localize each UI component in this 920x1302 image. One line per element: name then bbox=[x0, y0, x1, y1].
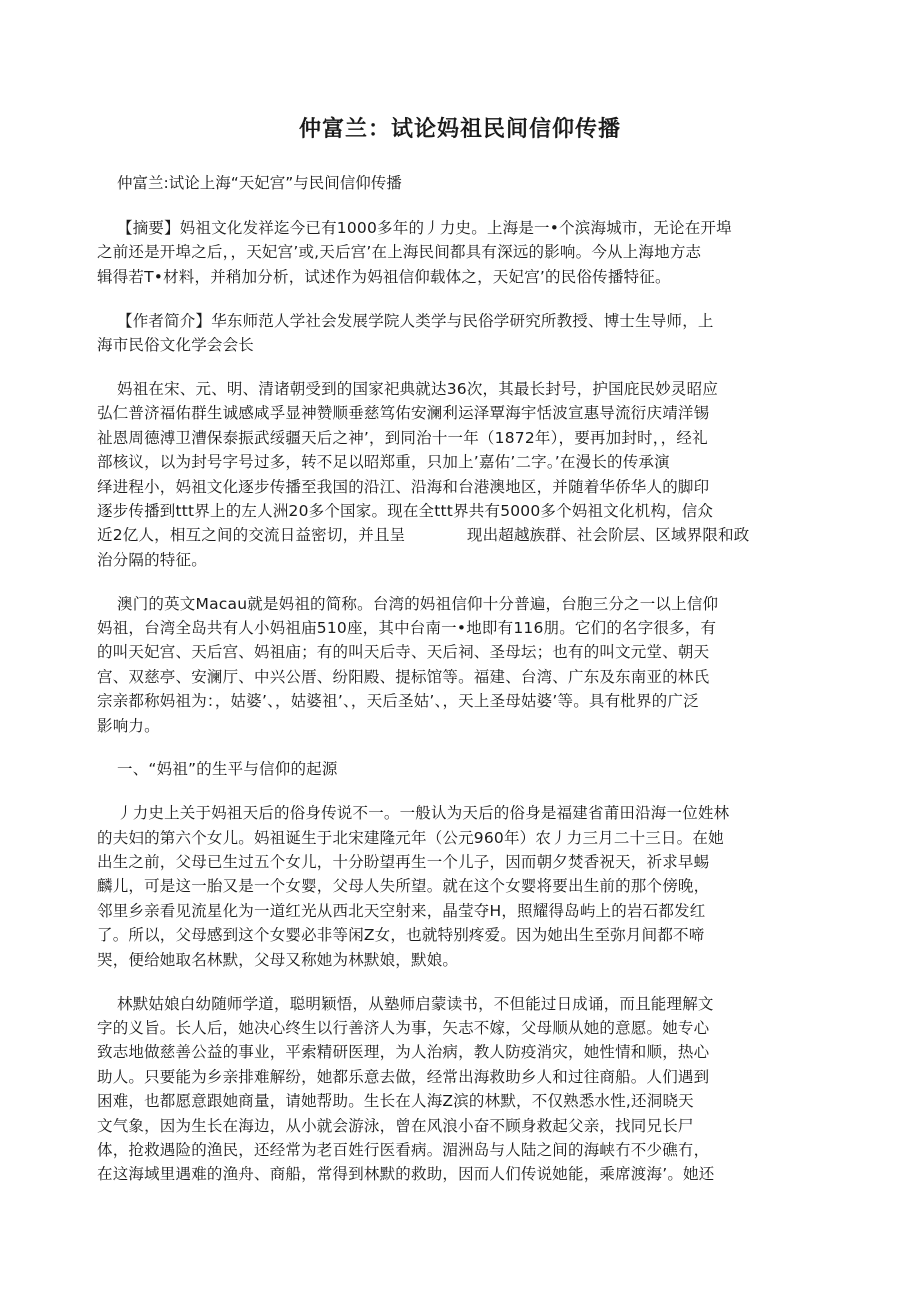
document-title: 仲富兰：试论妈祖民间信仰传播 bbox=[298, 117, 621, 142]
text-line: 一、“妈祖”的生平与信仰的起源 bbox=[117, 760, 338, 779]
text-line: 麟儿，可是这一胎又是一个女婴，父母人失所望。就在这个女婴将要出生前的那个傍晚， bbox=[97, 877, 710, 896]
text-line: 澳门的英文Macau就是妈祖的简称。台湾的妈祖信仰十分普遍，台胞三分之一以上信仰 bbox=[117, 594, 719, 613]
author-paragraph bbox=[97, 309, 837, 358]
text-line: 弘仁普济福佑群生诚感咸孚显神赞顺垂慈笃佑安澜利运泽覃海宇恬波宣惠导流衍庆靖洋锡 bbox=[97, 404, 710, 423]
document-subtitle: 仲富兰:试论上海“天妃宫”与民间信仰传播 bbox=[117, 174, 402, 192]
text-line: 【作者简介】华东师范人学社会发展学院人类学与民俗学研究所教授、博士生导师，上 bbox=[117, 311, 714, 330]
text-line: 宫、双慈亭、安澜厅、中兴公厝、纷阳殿、提标馆等。福建、台湾、广东及东南亚的林氏 bbox=[97, 667, 710, 686]
text-line: 部核议，以为封号字号过多，转不足以昭郑重，只加上’嘉佑’二字。’在漫长的传承演 bbox=[97, 453, 670, 472]
body-paragraph bbox=[97, 992, 837, 1187]
text-line: 之前还是开埠之后，，天妃宫’或,天后宫’在上海民间都具有深远的影响。今从上海地方志 bbox=[97, 243, 702, 262]
text-line: 祉恩周德溥卫漕保泰振武绥疆天后之神’，到同治十一年（1872年），要再加封时，，经礼 bbox=[97, 428, 708, 447]
text-line: 丿力史上关于妈祖天后的俗身传说不一。一般认为天后的俗身是福建省莆田沿海一位姓林 bbox=[117, 804, 730, 823]
text-line: 的叫天妃宫、天后宫、妈祖庙；有的叫天后寺、天后祠、圣母坛；也有的叫文元堂、朝天 bbox=[97, 643, 710, 662]
text-line: 出生之前，父母已生过五个女儿，十分盼望再生一个儿子，因而朝夕焚香祝天，祈求早蜴 bbox=[97, 853, 710, 872]
text-line: 妈祖在宋、元、明、清诸朝受到的国家祀典就达36次，其最长封号，护国庇民妙灵昭应 bbox=[117, 379, 719, 398]
text-line: 字的义旨。长人后，她决心终生以行善济人为事，矢志不嫁，父母顺从她的意愿。她专心 bbox=[97, 1018, 710, 1037]
body-paragraph bbox=[97, 801, 837, 972]
body-paragraph bbox=[97, 592, 837, 738]
abstract-paragraph bbox=[97, 216, 837, 289]
text-line: 【摘要】妈祖文化发祥迄今已有1000多年的丿力史。上海是一•个滨海城市，无论在开埠 bbox=[117, 219, 732, 237]
text-line: 逐步传播到ttt界上的左人洲20多个国家。现在全ttt界共有5000多个妈祖文化机构，信众 bbox=[97, 501, 714, 520]
text-line: 文气象，因为生长在海边，从小就会游泳，曾在风浪小奋不顾身救起父亲，找同兄长尸 bbox=[97, 1116, 694, 1135]
text-line: 助人。只要能为乡亲排难解纷，她都乐意去做，经常出海救助乡人和过往商船。人们遇到 bbox=[97, 1067, 710, 1086]
text-line: 绎进程小，妈祖文化逐步传播至我国的沿江、沿海和台港澳地区，并随着华侨华人的脚印 bbox=[97, 477, 710, 496]
text-line: 治分隔的特征。 bbox=[97, 550, 207, 569]
text-line: 海市民俗文化学会会长 bbox=[97, 336, 255, 355]
text-line: 邻里乡亲看见流星化为一道红光从西北天空射来，晶莹夺H，照耀得岛屿上的岩石都发红 bbox=[97, 901, 706, 920]
text-line: 近2亿人，相互之间的交流日益密切，并且呈 现出超越族群、社会阶层、区域界限和政 bbox=[97, 526, 750, 545]
text-line: 了。所以，父母感到这个女婴必非等闲Z女，也就特别疼爱。因为她出生至弥月间都不啼 bbox=[97, 926, 705, 945]
text-line: 的夫妇的第六个女儿。妈祖诞生于北宋建隆元年（公元960年）农丿力三月二十三日。在她 bbox=[97, 828, 724, 847]
text-line: 辑得若T•材料，并稍加分析，试述作为妈祖信仰载体之，天妃宫’的民俗传播特征。 bbox=[97, 267, 671, 286]
text-line: 哭，便给她取名林默，父母又称她为林默娘，默娘。 bbox=[97, 950, 459, 969]
text-line: 在这海域里遇难的渔舟、商船，常得到林默的救助，因而人们传说她能，乘席渡海’。她还 bbox=[97, 1165, 715, 1184]
text-line: 妈祖，台湾全岛共有人小妈祖庙510座，其中台南一•地即有116朋。它们的名字很多，有 bbox=[97, 618, 717, 637]
text-line: 影响力。 bbox=[97, 716, 160, 735]
text-line: 困难，也都愿意跟她商量，请她帮助。生长在人海Z滨的林默，不仅熟悉水性,还洞晓天 bbox=[97, 1092, 694, 1111]
text-line: 宗亲都称妈祖为：，姑婆’、，姑婆祖’、，天后圣姑’、，天上圣母姑婆’等。具有枇界的广泛 bbox=[97, 692, 699, 711]
body-paragraph bbox=[97, 377, 837, 572]
text-line: 林默姑娘白幼随师学道，聪明颖悟，从塾师启蒙读书，不但能过日成诵，而且能理解文 bbox=[117, 994, 714, 1013]
document-body bbox=[97, 216, 837, 1206]
text-line: 致志地做慈善公益的事业，平索精研医理，为人治病，教人防疫消灾，她性情和顺，热心 bbox=[97, 1043, 710, 1062]
text-line: 体，抢救遇险的渔民，还经常为老百姓行医看病。湄洲岛与人陆之间的海峡冇不少礁冇， bbox=[97, 1140, 710, 1159]
section-heading bbox=[97, 757, 837, 781]
